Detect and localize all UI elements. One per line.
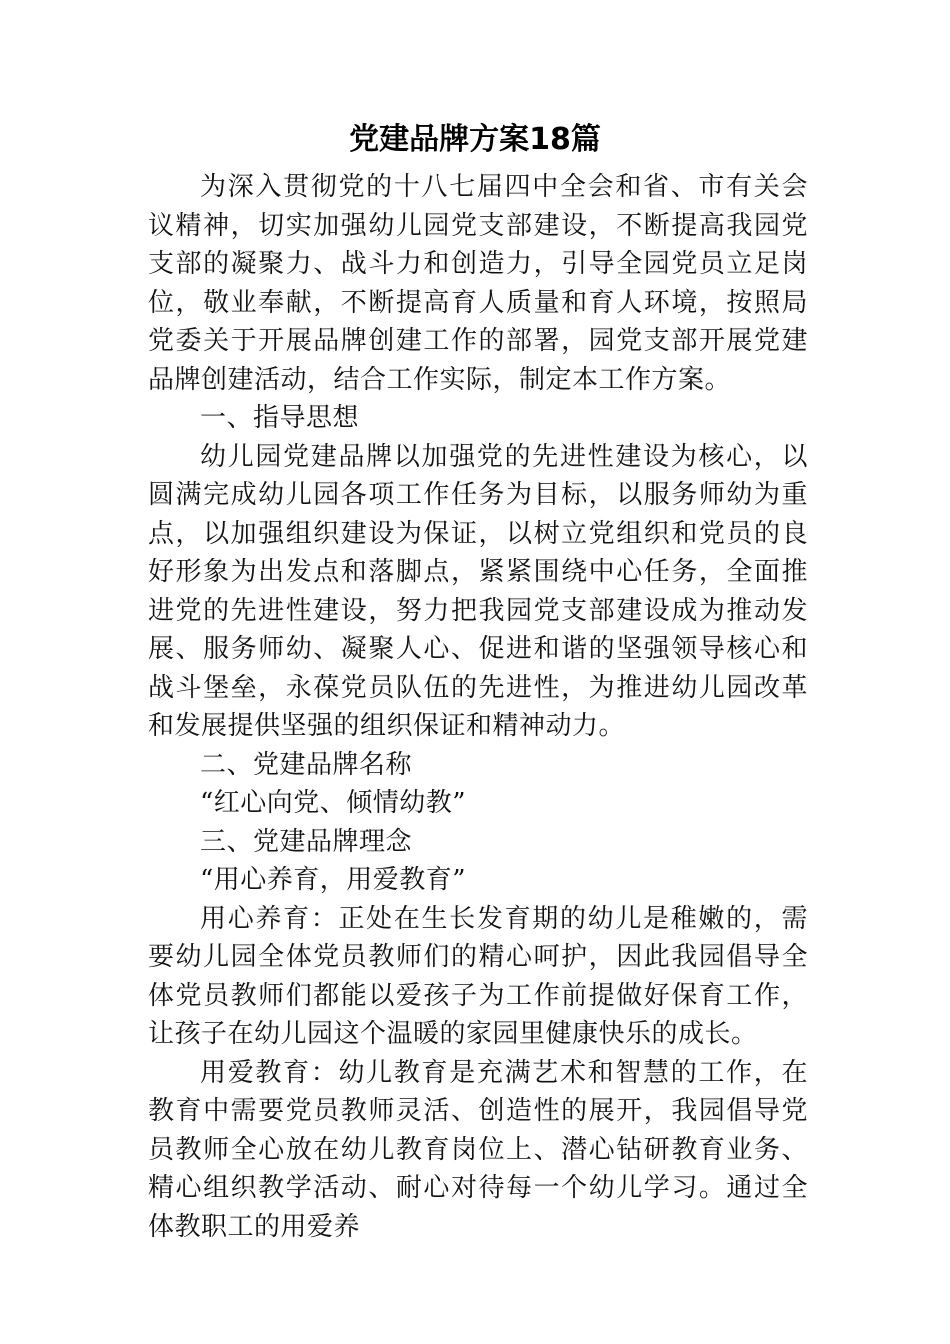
paragraph-nurture-with-heart: 用心养育：正处在生长发育期的幼儿是稚嫩的，需要幼儿园全体党员教师们的精心呵护，因此我园倡导全体党员教师们都能以爱孩子为工作前提做好保育工作，让孩子在幼儿园这个温暖的家园里健康快乐的成长。	[148, 903, 808, 1049]
brand-concept-text: “用心养育，用爱教育”	[200, 865, 467, 895]
section-heading-brand-concept: 三、党建品牌理念	[200, 826, 413, 857]
paragraph-educate-with-love: 用爱教育：幼儿教育是充满艺术和智慧的工作，在教育中需要党员教师灵活、创造性的展开，我园倡导党员教师全心放在幼儿教育岗位上、潜心钻研教育业务、精心组织教学活动、耐心对待每一个幼儿学习。通过全体教职工的用爱养	[148, 1057, 808, 1242]
document-body	[148, 168, 808, 1246]
paragraph-guiding-ideology: 幼儿园党建品牌以加强党的先进性建设为核心，以圆满完成幼儿园各项工作任务为目标，以服务师幼为重点，以加强组织建设为保证，以树立党组织和党员的良好形象为出发点和落脚点，紧紧围绕中心任务，全面推进党的先进性建设，努力把我园党支部建设成为推动发展、服务师幼、凝聚人心、促进和谐的坚强领导核心和战斗堡垒，永葆党员队伍的先进性，为推进幼儿园改革和发展提供坚强的组织保证和精神动力。	[148, 441, 808, 741]
section-heading-guiding-ideology: 一、指导思想	[200, 403, 360, 433]
document-title: 党建品牌方案18篇	[349, 122, 601, 157]
section-heading-brand-name: 二、党建品牌名称	[200, 749, 413, 780]
paragraph-intro: 为深入贯彻党的十八七届四中全会和省、市有关会议精神，切实加强幼儿园党支部建设，不断提高我园党支部的凝聚力、战斗力和创造力，引导全园党员立足岗位，敬业奉献，不断提高育人质量和育人环境，按照局党委关于开展品牌创建工作的部署，园党支部开展党建品牌创建活动，结合工作实际，制定本工作方案。	[148, 172, 808, 395]
brand-name-text: “红心向党、倾情幼教”	[200, 788, 467, 818]
